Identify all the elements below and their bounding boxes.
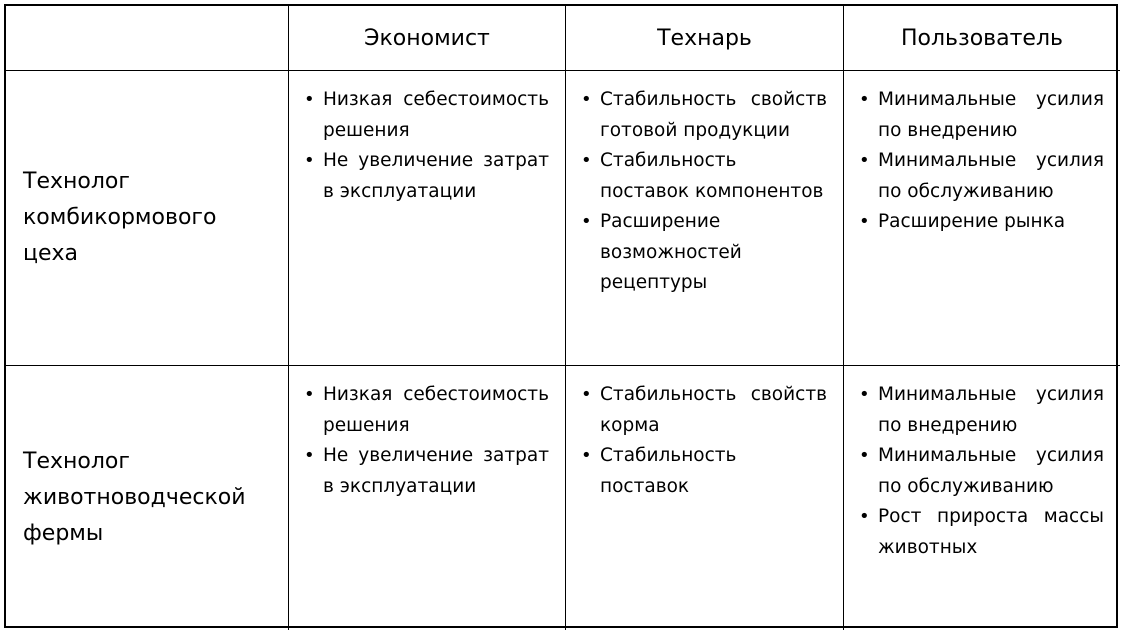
list-item: • Минимальные усилия по обслуживанию <box>858 441 1104 502</box>
list-item: • Расширение возможностей рецептуры <box>580 207 827 299</box>
list-item: • Стабильность поставок компонентов <box>580 146 827 207</box>
list-item: • Не увеличение затрат в эксплуатации <box>303 146 549 207</box>
cell-livestock-farm-user <box>844 366 1120 630</box>
header-user: Пользователь <box>844 6 1120 71</box>
list-item: • Рост прироста массы животных <box>858 502 1104 563</box>
cell-feed-mill-user <box>844 71 1120 366</box>
list-item: • Низкая себестоимость решения <box>303 380 549 441</box>
list-item: • Стабильность поставок <box>580 441 827 502</box>
header-corner-cell <box>6 6 289 71</box>
list-item: • Минимальные усилия по внедрению <box>858 85 1104 146</box>
requirements-table <box>4 4 1118 628</box>
cell-feed-mill-economist <box>289 71 566 366</box>
list-item: • Минимальные усилия по обслуживанию <box>858 146 1104 207</box>
row-label-livestock-farm: Технолог животноводческой фермы <box>6 366 289 630</box>
list-item: • Стабильность свойств корма <box>580 380 827 441</box>
cell-livestock-farm-economist <box>289 366 566 630</box>
cell-feed-mill-technician <box>566 71 844 366</box>
list-item: • Расширение рынка <box>858 207 1104 238</box>
header-economist: Экономист <box>289 6 566 71</box>
list-item: • Низкая себестоимость решения <box>303 85 549 146</box>
header-technician: Технарь <box>566 6 844 71</box>
list-item: • Не увеличение затрат в эксплуатации <box>303 441 549 502</box>
list-item: • Минимальные усилия по внедрению <box>858 380 1104 441</box>
row-label-feed-mill: Технолог комбикормового цеха <box>6 71 289 366</box>
cell-livestock-farm-technician <box>566 366 844 630</box>
list-item: • Стабильность свойств готовой продукции <box>580 85 827 146</box>
